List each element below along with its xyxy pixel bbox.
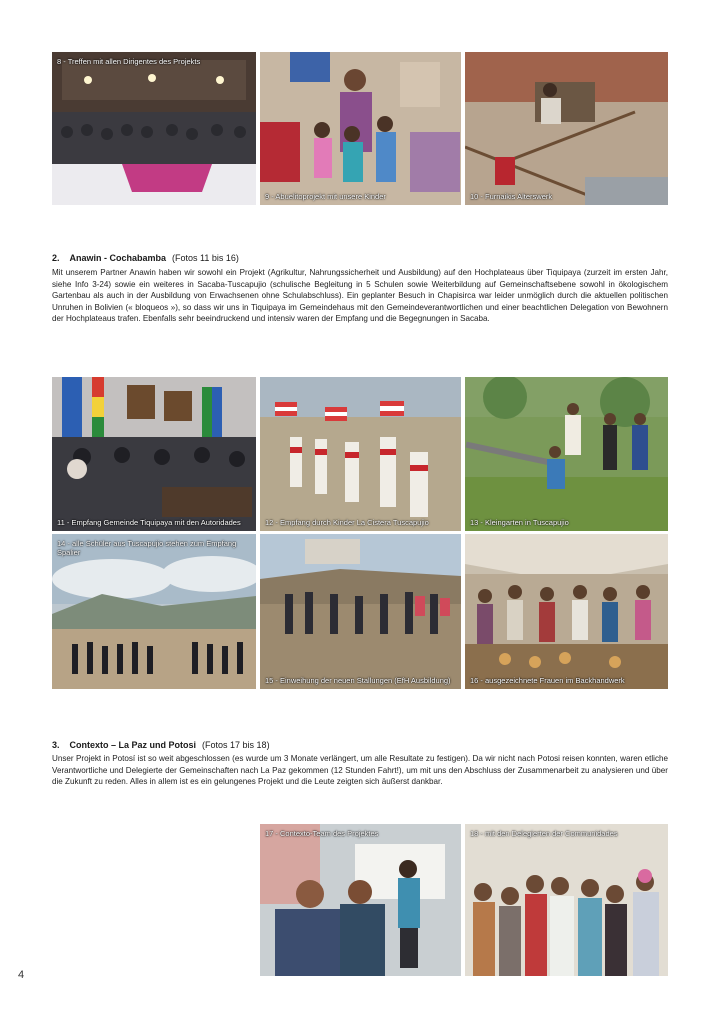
section-2-paragraph: Mit unserem Partner Anawin haben wir sowohl ein Projekt (Agrikultur, Nahrungssicherheit und Ausbildung) auf den Hochplateaus über Tiquipaya (zurzeit im ersten Jahr, siehe Info 3-24) sowie ein weiteres in Sacaba-Tuscapujio (schulische Begleitung in 5 Schulen sowie Weiterbildung auf Gemeinschaftsebene sowohl in ökologischem Gartenbau als auch in der Ausbildung von Erwachsenen ohne Schulabschluss). Ein geplanter Besuch in Chapisirca war leider unmöglich durch die aktuellen politischen Unruhen in Bolivien (« bloqueos »), so dass wir uns in Tiquipaya im Gemeindehaus mit den Gemeindeverantwortlichen und einer beachtlichen Delegation von Bewohnern der Hochplateaus trafen. Ebenfalls sehr beeindruckend und intensiv waren der Empfang und die Begegnungen in Sacaba.: [52, 268, 668, 323]
photo-14-pupils-lineup: [52, 534, 256, 689]
section-fotos-ref: (Fotos 17 bis 18): [202, 740, 270, 750]
photo-caption: 17 - Contexto-Team des Projektes: [265, 829, 379, 838]
section-3-heading: [52, 739, 270, 751]
section-title: Contexto – La Paz und Potosi: [69, 740, 197, 750]
photo-caption: 8 - Treffen mit allen Dirigentes des Projekts: [57, 57, 201, 66]
photo-caption: 16 - ausgezeichnete Frauen im Backhandwerk: [470, 676, 625, 685]
section-fotos-ref: (Fotos 11 bis 16): [172, 253, 239, 263]
section-number: 3.: [52, 740, 60, 750]
photo-13-garden: [465, 377, 668, 531]
section-title: Anawin - Cochabamba: [69, 253, 167, 263]
photo-caption: 18 - mit den Delegierten der Communidades: [470, 829, 618, 838]
photo-11-reception-tiquipaya: [52, 377, 256, 531]
section-3-paragraph: Unser Projekt in Potosí ist so weit abgeschlossen (es wurde um 3 Monate verlängert, um alle Resultate zu festigen). Da wir nicht nach Potosi reisen konnten, waren etliche Verantwortliche und Delegierte der Gemeinschaften nach La Paz gekommen (12 Stunden Fahrt!), um mit uns den Abschluss der Zusammenarbeit zu analysieren und über die Zukunft zu reden. Alles in allem ist es ein gelungenes Projekt und die Leute zeigten sich äußerst dankbar.: [52, 754, 668, 786]
photo-caption: 13 - Kleingarten in Tuscapujio: [470, 518, 569, 527]
photo-15-inauguration: [260, 534, 461, 689]
photo-9-family: [260, 52, 461, 205]
section-number: 2.: [52, 253, 60, 263]
photo-10-workshop: [465, 52, 668, 205]
photo-caption: 12 - Empfang durch Kinder La Cistera Tuscapujio: [265, 518, 429, 527]
photo-8-meeting-hall: [52, 52, 256, 205]
photo-16-baking-women: [465, 534, 668, 689]
photo-caption: 14 - alle Schüler aus Tuscapujio stehen zum Empfang Spalier: [57, 539, 237, 557]
section-2-heading: [52, 252, 239, 264]
photo-caption: 11 - Empfang Gemeinde Tiquipaya mit den Autoridades: [57, 518, 241, 527]
photo-18-delegates: [465, 824, 668, 976]
photo-caption: 9 - Abuelitoprojekt mit unsere Kinder: [265, 192, 386, 201]
photo-caption: 15 - Einweihung der neuen Stallungen (EfH Ausbildung): [265, 676, 451, 685]
photo-17-contexto-team: [260, 824, 461, 976]
photo-caption: 10 - Furnaikis Alterswerk: [470, 192, 553, 201]
page-number: 4: [18, 969, 25, 981]
photo-12-children-flags: [260, 377, 461, 531]
